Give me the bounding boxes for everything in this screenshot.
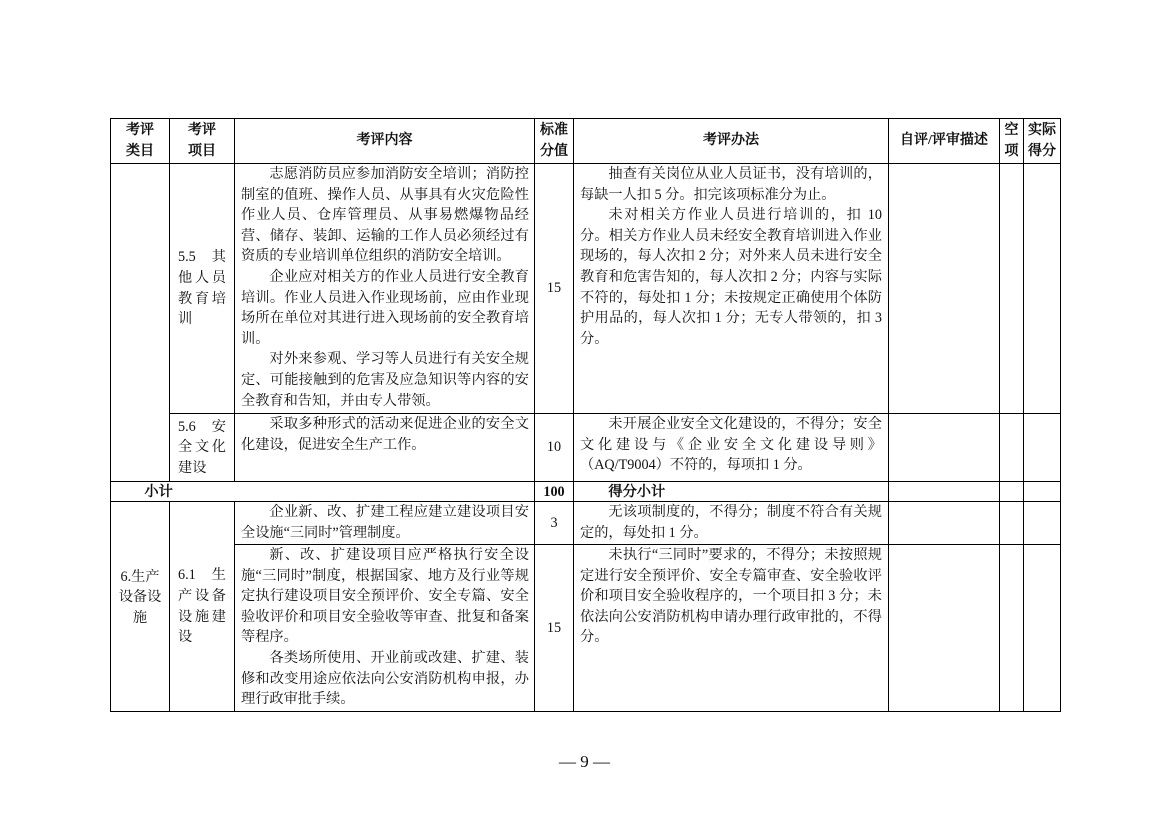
table-row	[111, 502, 1061, 545]
header-method: 考评办法	[574, 119, 889, 164]
content-cell	[235, 414, 535, 482]
actual-score-cell	[1024, 502, 1061, 545]
method-paragraph: 未执行“三同时”要求的，不得分；未按照规定进行安全预评价、安全专篇审查、安全验收评价和项目安全验收程序的，一个项目扣 3 分；未依法向公安消防机构申请办理行政审批的，不得分。	[580, 547, 882, 646]
item-cell: 6.1 生产设备设施建设	[170, 502, 235, 712]
self-review-cell	[889, 164, 1000, 414]
not-applicable-cell	[1000, 164, 1024, 414]
score-cell: 10	[535, 414, 574, 482]
content-paragraph: 志愿消防员应参加消防安全培训；消防控制室的值班、操作人员、从事具有火灾危险性作业人员、仓库管理员、从事易燃爆物品经营、储存、装卸、运输的工作人员必须经过有资质的专业培训单位组织的消防安全培训。	[241, 166, 529, 265]
actual-score-cell	[1024, 545, 1061, 712]
header-content: 考评内容	[235, 119, 535, 164]
header-actual-score: 实际 得分	[1024, 119, 1061, 164]
table-row	[111, 414, 1061, 482]
score-cell: 3	[535, 502, 574, 545]
self-review-cell	[889, 414, 1000, 482]
content-paragraph: 企业新、改、扩建工程应建立建设项目安全设施“三同时”管理制度。	[241, 504, 529, 541]
table-row	[111, 545, 1061, 712]
score-cell: 15	[535, 545, 574, 712]
not-applicable-cell	[1000, 502, 1024, 545]
method-paragraph: 未对相关方作业人员进行培训的，扣 10 分。相关方作业人员未经安全教育培训进入作业现场的，每人次扣 2 分；对外来人员未进行安全教育和危害告知的，每人次扣 2 分；内容与实际不符的，每处扣 1 分；未按规定正确使用个体防护用品的，每人次扣 1 分；无专人带领的，扣 3 分。	[580, 207, 882, 347]
method-cell	[574, 502, 889, 545]
not-applicable-cell	[1000, 482, 1024, 502]
actual-score-cell	[1024, 482, 1061, 502]
method-cell	[574, 545, 889, 712]
content-cell	[235, 502, 535, 545]
content-cell	[235, 164, 535, 414]
category-cell-continued	[111, 164, 170, 482]
subtotal-row	[111, 482, 1061, 502]
method-cell	[574, 164, 889, 414]
evaluation-table	[110, 118, 1061, 712]
actual-score-cell	[1024, 164, 1061, 414]
category-cell: 6.生产设备设施	[111, 502, 170, 712]
method-cell	[574, 414, 889, 482]
header-score: 标准 分值	[535, 119, 574, 164]
header-self-review: 自评/评审描述	[889, 119, 1000, 164]
self-review-cell	[889, 545, 1000, 712]
header-item: 考评 项目	[170, 119, 235, 164]
content-paragraph: 各类场所使用、开业前或改建、扩建、装修和改变用途应依法向公安消防机构申报，办理行政审批手续。	[241, 649, 529, 708]
method-paragraph: 无该项制度的，不得分；制度不符合有关规定的，每处扣 1 分。	[580, 504, 882, 541]
actual-score-cell	[1024, 414, 1061, 482]
content-paragraph: 企业应对相关方的作业人员进行安全教育培训。作业人员进入作业现场前，应由作业现场所在单位对其进行进入现场前的安全教育培训。	[241, 268, 529, 347]
score-cell: 15	[535, 164, 574, 414]
table-header-row	[111, 119, 1061, 164]
subtotal-label: 小计	[111, 482, 535, 502]
not-applicable-cell	[1000, 545, 1024, 712]
table-row	[111, 164, 1061, 414]
header-not-applicable: 空 项	[1000, 119, 1024, 164]
page-number: — 9 —	[559, 752, 610, 771]
subtotal-score: 100	[535, 482, 574, 502]
content-paragraph: 新、改、扩建设项目应严格执行安全设施“三同时”制度，根据国家、地方及行业等规定执行建设项目安全预评价、安全专篇、安全验收评价和项目安全验收等审查、批复和备案等程序。	[241, 547, 529, 646]
subtotal-method-label: 得分小计	[574, 482, 889, 502]
content-paragraph: 采取多种形式的活动来促进企业的安全文化建设，促进安全生产工作。	[241, 416, 529, 453]
item-cell: 5.5 其他人员教育培训	[170, 164, 235, 414]
self-review-cell	[889, 482, 1000, 502]
not-applicable-cell	[1000, 414, 1024, 482]
method-paragraph: 抽查有关岗位从业人员证书，没有培训的，每缺一人扣 5 分。扣完该项标准分为止。	[580, 166, 882, 203]
content-cell	[235, 545, 535, 712]
item-cell: 5.6 安全文化建设	[170, 414, 235, 482]
method-paragraph: 未开展企业安全文化建设的，不得分；安全文化建设与《企业安全文化建设导则》（AQ/T9004）不符的，每项扣 1 分。	[580, 416, 882, 474]
content-paragraph: 对外来参观、学习等人员进行有关安全规定、可能接触到的危害及应急知识等内容的安全教育和告知，并由专人带领。	[241, 351, 529, 409]
header-category: 考评 类目	[111, 119, 170, 164]
self-review-cell	[889, 502, 1000, 545]
